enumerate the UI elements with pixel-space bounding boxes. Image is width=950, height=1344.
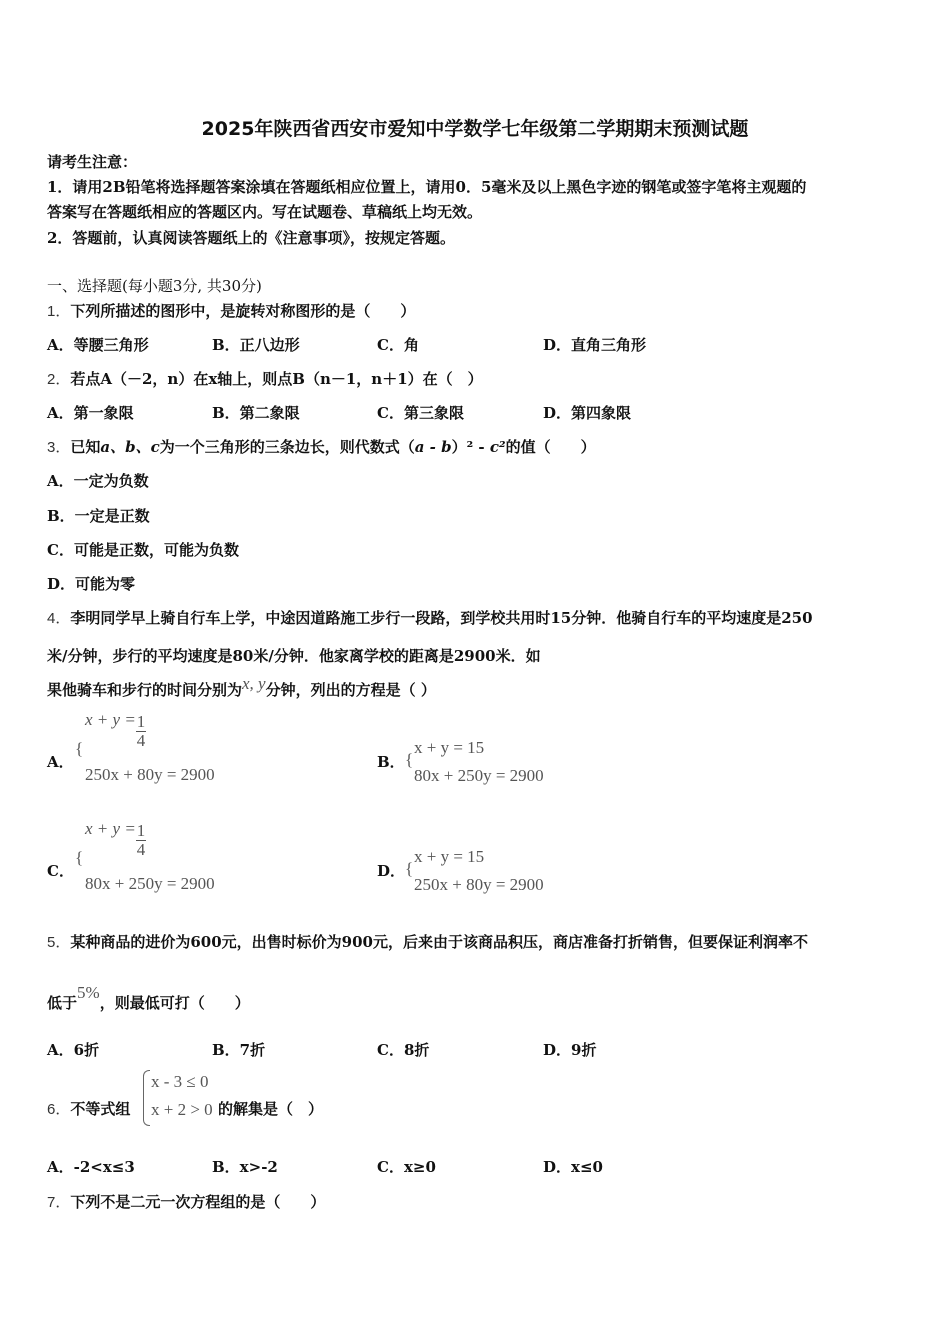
fraction-denominator: 4 (136, 840, 146, 859)
q3-text-c: ）² - (451, 438, 490, 456)
q6-option-b: B．x>-2 (212, 1158, 278, 1176)
q4-vars: x, y (242, 674, 266, 693)
q4-option-c-label: C． (47, 862, 74, 880)
q5-line2a: 低于 (47, 994, 78, 1012)
q4-option-d-label: D． (377, 862, 406, 880)
q3-option-a: A．一定为负数 (47, 472, 149, 490)
question-4-line-3 (47, 674, 436, 700)
q5-option-b: B．7折 (212, 1041, 266, 1059)
q3-c2: c² (489, 438, 506, 456)
q1-option-d: D．直角三角形 (543, 336, 647, 354)
question-3 (47, 437, 596, 458)
question-4-line-1 (47, 608, 813, 629)
q3-option-b: B．一定是正数 (47, 507, 150, 525)
notice-line-1b: 答案写在答题纸相应的答题区内。写在试题卷、草稿纸上均无效。 (47, 203, 483, 221)
q4-a-equation-1 (85, 710, 146, 750)
q4-a-equation-2: 250x + 80y = 2900 (85, 765, 215, 784)
q5-line1: 某种商品的进价为600元，出售时标价为900元，后来由于该商品积压，商店准备打折销售，但要保证利润率不 (70, 933, 808, 951)
question-number: 3． (47, 439, 71, 456)
brace-symbol: { (75, 848, 84, 867)
notice-line-1: 1．请用2B铅笔将选择题答案涂填在答题纸相应位置上，请用0．5毫米及以上黑色字迹的钢笔或签字笔将主观题的 (47, 178, 807, 196)
q4-line2: 米/分钟，步行的平均速度是80米/分钟．他家离学校的距离是2900米．如 (47, 647, 541, 665)
question-text: 若点A（－2，n）在x轴上，则点B（n－1，n＋1）在（ ） (70, 370, 483, 388)
equation-lhs: x + y = (85, 819, 136, 839)
q1-option-b: B．正八边形 (212, 336, 300, 354)
q5-option-a: A．6折 (47, 1041, 100, 1059)
fraction (136, 713, 147, 750)
q6-text-a: 不等式组 (70, 1100, 131, 1118)
q4-c-equation-2: 80x + 250y = 2900 (85, 874, 215, 893)
q6-option-d: D．x≤0 (543, 1158, 603, 1176)
q4-option-b-label: B． (377, 753, 405, 771)
equation-lhs: x + y = (85, 710, 136, 730)
q4-b-equation-1: x + y = 15 (414, 738, 485, 757)
q3-expr: a - b (414, 438, 452, 456)
question-number: 2． (47, 371, 71, 388)
q6-option-a: A．-2<x≤3 (47, 1158, 135, 1176)
fraction-numerator: 1 (136, 821, 146, 840)
q6-option-c: C．x≥0 (377, 1158, 436, 1176)
q2-option-d: D．第四象限 (543, 404, 632, 422)
question-5-line-1 (47, 932, 808, 953)
q4-line3b: 分钟，列出的方程是（ ） (265, 681, 436, 699)
question-5-line-2 (47, 983, 250, 1013)
question-number: 6． (47, 1101, 71, 1118)
page-title: 2025年陕西省西安市爱知中学数学七年级第二学期期末预测试题 (201, 118, 749, 140)
q2-option-c: C．第三象限 (377, 404, 464, 422)
q6-inequality-1: x - 3 ≤ 0 (151, 1072, 209, 1091)
question-number: 5． (47, 934, 71, 951)
brace-symbol: { (405, 859, 414, 878)
q5-line2b: ，则最低可打（ ） (99, 994, 250, 1012)
q5-percent: 5% (77, 983, 100, 1002)
notice-line-2: 2．答题前，认真阅读答题纸上的《注意事项》，按规定答题。 (47, 229, 455, 247)
question-text: 下列所描述的图形中，是旋转对称图形的是（ ） (70, 302, 416, 320)
question-1 (47, 301, 415, 322)
q2-option-a: A．第一象限 (47, 404, 134, 422)
fraction (136, 822, 147, 859)
q6-inequality-2: x + 2 > 0 (151, 1100, 213, 1119)
section-heading: 一、选择题(每小题3分, 共30分) (47, 277, 262, 295)
q6-text-b: 的解集是（ ） (218, 1100, 324, 1118)
question-number: 4． (47, 610, 71, 627)
q4-d-equation-2: 250x + 80y = 2900 (414, 875, 544, 894)
q3-text-b: 为一个三角形的三条边长，则代数式（ (159, 438, 415, 456)
q4-d-equation-1: x + y = 15 (414, 847, 485, 866)
brace-symbol: { (405, 750, 414, 769)
q3-option-c: C．可能是正数，可能为负数 (47, 541, 239, 559)
q1-option-c: C．角 (377, 336, 419, 354)
notice-heading: 请考生注意： (47, 153, 138, 171)
brace-symbol: { (75, 739, 84, 758)
fraction-numerator: 1 (136, 712, 146, 731)
question-text: 下列不是二元一次方程组的是（ ） (70, 1193, 326, 1211)
q4-c-equation-1 (85, 819, 146, 859)
q1-option-a: A．等腰三角形 (47, 336, 149, 354)
q5-option-c: C．8折 (377, 1041, 430, 1059)
q4-option-a-label: A． (47, 753, 74, 771)
q3-option-d: D．可能为零 (47, 575, 136, 593)
q4-b-equation-2: 80x + 250y = 2900 (414, 766, 544, 785)
q3-text-d: 的值（ ） (505, 438, 596, 456)
q4-line1: 李明同学早上骑自行车上学，中途因道路施工步行一段路，到学校共用时15分钟．他骑自行车的平均速度是250 (70, 609, 813, 627)
question-7 (47, 1192, 325, 1213)
fraction-denominator: 4 (136, 731, 146, 750)
q3-vars: a、b、c (100, 438, 160, 456)
question-6-prefix (47, 1099, 130, 1120)
question-number: 1． (47, 303, 71, 320)
q4-line3a: 果他骑车和步行的时间分别为 (47, 681, 243, 699)
q2-option-b: B．第二象限 (212, 404, 300, 422)
q5-option-d: D．9折 (543, 1041, 597, 1059)
q3-text-a: 已知 (70, 438, 101, 456)
brace-symbol (143, 1070, 150, 1126)
question-2 (47, 369, 483, 390)
question-number: 7． (47, 1194, 71, 1211)
